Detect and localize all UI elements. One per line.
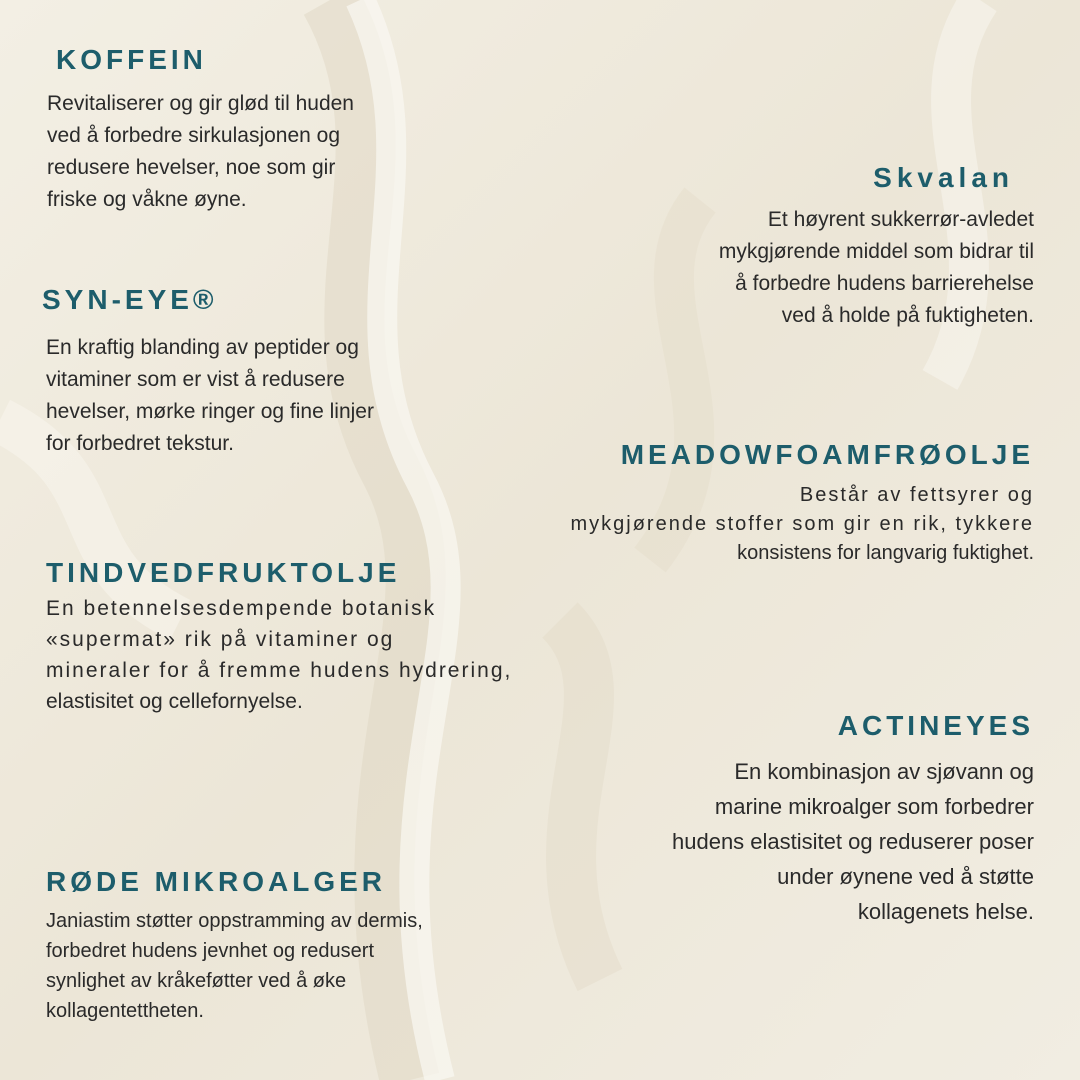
ingredient-syn-eye: [42, 284, 374, 460]
ingredient-title: MEADOWFOAMFRØOLJE: [620, 439, 1034, 470]
description-line: mykgjørende middel som bidrar til: [718, 240, 1034, 263]
ingredient-title: Skvalan: [873, 162, 1014, 193]
description-line: hevelser, mørke ringer og fine linjer: [46, 400, 374, 423]
ingredient-description: [570, 481, 1034, 568]
description-line: En betennelsesdempende botanisk: [46, 597, 437, 620]
description-line: En kraftig blanding av peptider og: [46, 336, 359, 359]
description-line: Et høyrent sukkerrør-avledet: [767, 208, 1034, 231]
ingredient-title: SYN-EYE®: [42, 284, 218, 315]
ingredient-description: [47, 88, 354, 216]
description-line: ved å forbedre sirkulasjonen og: [47, 124, 341, 147]
description-line: forbedret hudens jevnhet og redusert: [46, 940, 374, 962]
description-line: redusere hevelser, noe som gir: [47, 156, 336, 179]
description-line: marine mikroalger som forbedrer: [714, 794, 1034, 819]
ingredient-description: [719, 204, 1034, 332]
description-line: å forbedre hudens barrierehelse: [735, 272, 1034, 295]
description-line: elastisitet og cellefornyelse.: [46, 690, 303, 713]
description-line: hudens elastisitet og reduserer poser: [672, 829, 1034, 854]
description-line: Revitaliserer og gir glød til huden: [47, 92, 354, 115]
description-line: mykgjørende stoffer som gir en rik, tykkere: [570, 513, 1034, 535]
ingredient-skvalan: [719, 162, 1034, 332]
description-line: vitaminer som er vist å redusere: [46, 368, 345, 391]
description-line: kollagenets helse.: [857, 899, 1034, 924]
description-line: En kombinasjon av sjøvann og: [734, 759, 1034, 784]
ingredient-tindved: [46, 557, 512, 717]
ingredient-koffein: [47, 44, 354, 216]
ingredient-title: TINDVEDFRUKTOLJE: [46, 557, 401, 588]
description-line: kollagentettheten.: [46, 1000, 204, 1022]
ingredient-rode-mikroalger: [46, 866, 423, 1026]
ingredient-title: RØDE MIKROALGER: [46, 866, 386, 897]
description-line: under øynene ved å støtte: [777, 864, 1034, 889]
ingredient-meadowfoam: [570, 439, 1034, 568]
description-line: friske og våkne øyne.: [47, 188, 247, 211]
ingredient-description: [46, 906, 423, 1026]
ingredient-title: KOFFEIN: [56, 44, 207, 75]
description-line: ved å holde på fuktigheten.: [781, 304, 1034, 327]
description-line: «supermat» rik på vitaminer og: [46, 628, 395, 651]
ingredient-description: [46, 593, 512, 717]
description-line: Janiastim støtter oppstramming av dermis,: [46, 910, 423, 932]
description-line: konsistens for langvarig fuktighet.: [737, 542, 1034, 564]
description-line: mineraler for å fremme hudens hydrering,: [46, 659, 513, 682]
description-line: for forbedret tekstur.: [46, 432, 234, 455]
ingredient-description: [46, 332, 374, 460]
ingredient-title: ACTINEYES: [837, 710, 1034, 741]
ingredient-actineyes: [672, 710, 1034, 929]
description-line: Består av fettsyrer og: [799, 484, 1034, 506]
description-line: synlighet av kråkeføtter ved å øke: [46, 970, 347, 992]
ingredient-description: [672, 754, 1034, 929]
